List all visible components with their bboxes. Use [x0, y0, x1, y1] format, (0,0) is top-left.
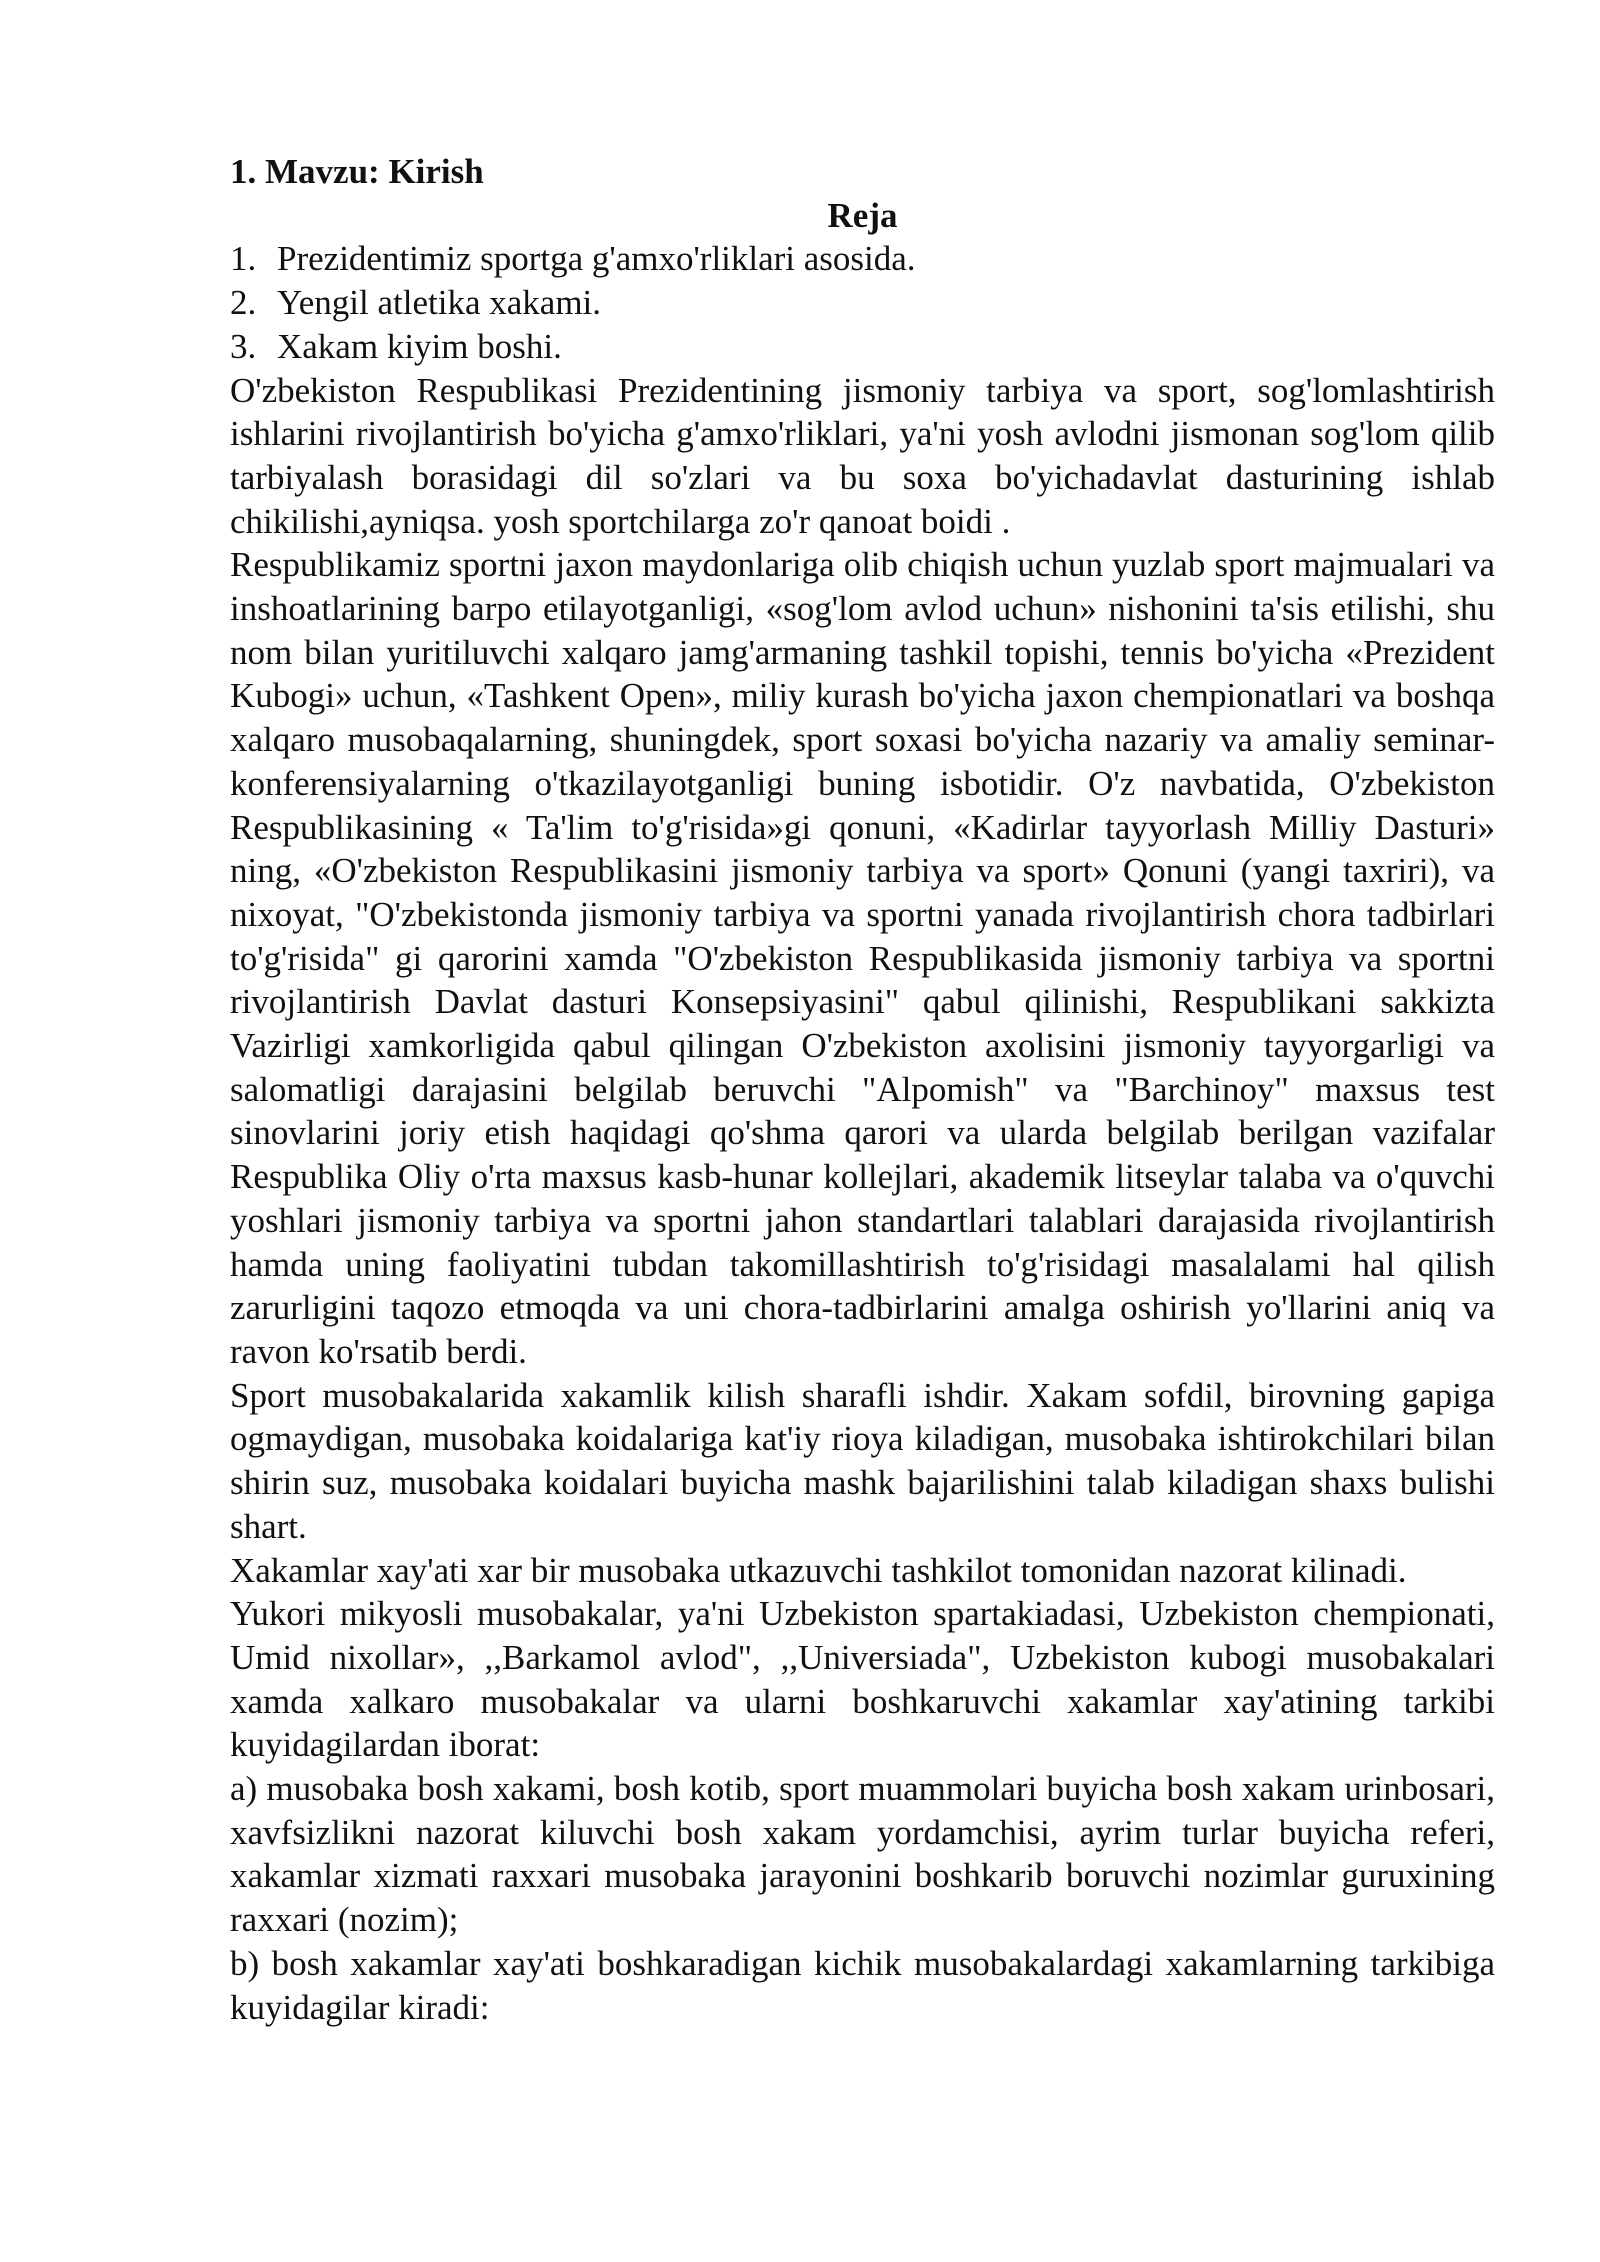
body-paragraph: Sport musobakalarida xakamlik kilish sharafli ishdir. Xakam sofdil, birovning gapiga ogmaydigan, musobaka koidalariga kat'iy rioya kiladigan, musobaka ishtirokchilari bilan shirin suz, musobaka koidalari buyicha mashk bajarilishini talab kiladigan shaxs bulishi shart.	[230, 1375, 1495, 1546]
plan-item-number: 2.	[230, 283, 257, 323]
document-title: 1. Mavzu: Kirish	[230, 152, 484, 191]
body-paragraph: Respublikamiz sportni jaxon maydonlariga olib chiqish uchun yuzlab sport majmualari va inshoatlarining barpo etilayotganligi, «sog'lom avlod uchun» nishonini ta'sis etilishi, shu nom bilan yuritiluvchi xalqaro jamg'armaning tashkil topishi, tennis bo'yicha «Prezident Kubogi» uchun, «Tashkent Open», miliy kurash bo'yicha jaxon chempionatlari va boshqa xalqaro musobaqalarning, shuningdek, sport soxasi bo'yicha nazariy va amaliy seminar-konferensiyalarning o'tkazilayotganligi buning isbotidir. O'z navbatida, O'zbekiston Respublikasining « Ta'lim to'g'risida»gi qonuni, «Kadirlar tayyorlash Milliy Dasturi» ning, «O'zbekiston Respublikasini jismoniy tarbiya va sport» Qonuni (yangi taxriri), va nixoyat, "O'zbekistonda jismoniy tarbiya va sportni yanada rivojlantirish chora tadbirlari to'g'risida" gi qarorini xamda "O'zbekiston Respublikasida jismoniy tarbiya va sportni rivojlantirish Davlat dasturi Konsepsiyasini" qabul qilinishi, Respublikani sakkizta Vazirligi xamkorligida qabul qilingan O'zbekiston axolisini jismoniy tayyorgarligi va salomatligi darajasini belgilab beruvchi "Alpomish" va "Barchinoy" maxsus test sinovlarini joriy etish haqidagi qo'shma qarori va ularda belgilab berilgan vazifalar Respublika Oliy o'rta maxsus kasb-hunar kollejlari, akademik litseylar talaba va o'quvchi yoshlari jismoniy tarbiya va sportni jahon standartlari talablari darajasida rivojlantirish hamda uning faoliyatini tubdan takomillashtirish to'g'risidagi masalalami hal qilish zarurligini taqozo etmoqda va uni chora-tadbirlarini amalga oshirish yo'llarini aniq va ravon ko'rsatib berdi.	[230, 545, 1495, 1371]
plan-item	[230, 237, 1495, 281]
plan-item	[230, 281, 1495, 325]
body-paragraph: Yukori mikyosli musobakalar, ya'ni Uzbekiston spartakiadasi, Uzbekiston chempionati, Umid nixollar», ,,Barkamol avlod", ,,Universiada", Uzbekiston kubogi musobakalari xamda xalkaro musobakalar va ularni boshkaruvchi xakamlar xay'atining tarkibi kuyidagilardan iborat:	[230, 1594, 1495, 1765]
plan-item-number: 3.	[230, 326, 257, 366]
document-page	[230, 150, 1495, 2029]
body-paragraph: a) musobaka bosh xakami, bosh kotib, sport muammolari buyicha bosh xakam urinbosari, xavfsizlikni nazorat kiluvchi bosh xakam yordamchisi, ayrim turlar buyicha referi, xakamlar xizmati raxxari musobaka jarayonini boshkarib boruvchi nozimlar guruxining raxxari (nozim);	[230, 1769, 1495, 1940]
plan-list	[230, 237, 1495, 368]
plan-item	[230, 325, 1495, 369]
plan-item-text: Xakam kiyim boshi.	[277, 326, 562, 366]
plan-item-text: Prezidentimiz sportga g'amxo'rliklari asosida.	[277, 239, 916, 279]
plan-item-text: Yengil atletika xakami.	[277, 283, 602, 323]
plan-item-number: 1.	[230, 239, 257, 279]
body-paragraph: b) bosh xakamlar xay'ati boshkaradigan kichik musobakalardagi xakamlarning tarkibiga kuyidagilar kiradi:	[230, 1943, 1495, 2027]
body-paragraph: O'zbekiston Respublikasi Prezidentining jismoniy tarbiya va sport, sog'lomlashtirish ishlarini rivojlantirish bo'yicha g'amxo'rliklari, ya'ni yosh avlodni jismonan sog'lom qilib tarbiyalash borasidagi dil so'zlari va bu soxa bo'yichadavlat dasturining ishlab chikilishi,ayniqsa. yosh sportchilarga zo'r qanoat boidi .	[230, 370, 1495, 541]
plan-heading: Reja	[827, 195, 898, 235]
body-paragraph: Xakamlar xay'ati xar bir musobaka utkazuvchi tashkilot tomonidan nazorat kilinadi.	[230, 1550, 1407, 1590]
